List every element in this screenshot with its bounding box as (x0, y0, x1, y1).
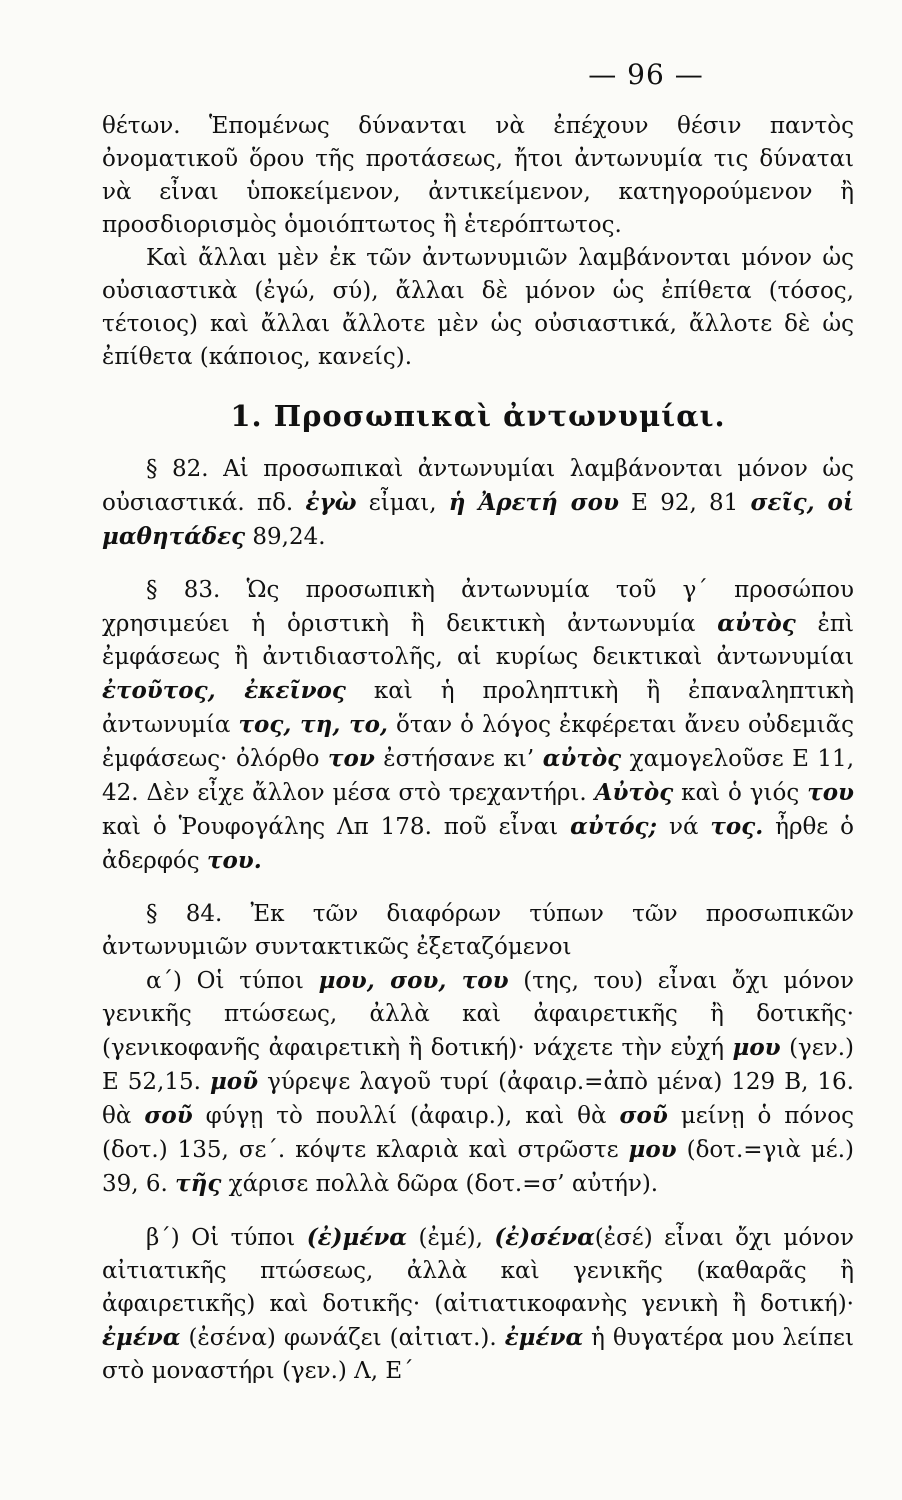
section-heading: 1. Προσωπικαὶ ἀντωνυμίαι. (230, 399, 726, 433)
body-text (102, 110, 854, 1388)
paragraph-83: § 83. Ὡς προσωπικὴ ἀντωνυμία τοῦ γ΄ προσώπου χρησιμεύει ἡ ὁριστικὴ ἢ δεικτικὴ ἀντωνυμία αὐτὸς ἐπὶ ἐμφάσεως ἢ ἀντιδιαστολῆς, αἱ κυρίως δεικτικαὶ ἀντωνυμίαι ἐτοῦτος, ἐκεῖνος καὶ ἡ προληπτικὴ ἢ ἐπαναληπτικὴ ἀντωνυμία τος, τη, το, ὅταν ὁ λόγος ἐκφέρεται ἄνευ οὐδεμιᾶς ἐμφάσεως· ὀλόρθο τον ἐστήσανε κι’ αὐτὸς χαμογελοῦσε Ε 11, 42. Δὲν εἶχε ἄλλον μέσα στὸ τρεχαντήρι. Αὐτὸς καὶ ὁ γιός του καὶ ὁ Ῥουφογάλης Λπ 178. ποῦ εἶναι αὐτός; νά τος. ἦρθε ὁ ἀδερφός του. (102, 577, 855, 874)
paragraph: Καὶ ἄλλαι μὲν ἐκ τῶν ἀντωνυμιῶν λαμβάνονται μόνον ὡς οὐσιαστικὰ (ἐγώ, σύ), ἄλλαι δὲ μόνον ὡς ἐπίθετα (τόσος, τέτοιος) καὶ ἄλλαι ἄλλοτε μὲν ὡς οὐσιαστικά, ἄλλοτε δὲ ὡς ἐπίθετα (κάποιος, κανείς). (102, 245, 854, 370)
paragraph-84-a: α΄) Οἱ τύποι μου, σου, του (της, του) εἶναι ὄχι μόνον γενικῆς πτώσεως, ἀλλὰ καὶ ἀφαιρετικῆς ἢ δοτικῆς· (γενικοφανῆς ἀφαιρετικὴ ἢ δοτική)· νάχετε τὴν εὐχή μου (γεν.) Ε 52,15. μοῦ γύρεψε λαγοῦ τυρί (ἀφαιρ.=ἀπὸ μένα) 129 Β, 16. θὰ σοῦ φύγῃ τὸ πουλλί (ἀφαιρ.), καὶ θὰ σοῦ μείνῃ ὁ πόνος (δοτ.) 135, σε΄. κόψτε κλαριὰ καὶ στρῶστε μου (δοτ.=γιὰ μέ.) 39, 6. τῆς χάρισε πολλὰ δῶρα (δοτ.=σ’ αὐτήν). (102, 967, 855, 1197)
paragraph: θέτων. Ἑπομένως δύνανται νὰ ἐπέχουν θέσιν παντὸς ὀνοματικοῦ ὅρου τῆς προτάσεως, ἤτοι ἀντωνυμία τις δύναται νὰ εἶναι ὑποκείμενον, ἀντικείμενον, κατηγορούμενον ἢ προσδιορισμὸς ὁμοιόπτωτος ἢ ἑτερόπτωτος. (102, 113, 854, 238)
paragraph-82: § 82. Αἱ προσωπικαὶ ἀντωνυμίαι λαμβάνονται μόνον ὡς οὐσιαστικά. πδ. ἐγὼ εἶμαι, ἡ Ἀρετή σου Ε 92, 81 σεῖς, οἱ μαθητάδες 89,24. (102, 456, 854, 550)
page-number (0, 58, 902, 91)
paragraph-84: § 84. Ἐκ τῶν διαφόρων τύπων τῶν προσωπικῶν ἀντωνυμιῶν συντακτικῶς ἐξεταζόμενοι (102, 901, 854, 960)
page-number-text: — 96 — (588, 58, 704, 91)
paragraph-84-b: β΄) Οἱ τύποι (ἐ)μένα (ἐμέ), (ἐ)σένα(ἐσέ) εἶναι ὄχι μόνον αἰτιατικῆς πτώσεως, ἀλλὰ καὶ γενικῆς (καθαρᾶς ἢ ἀφαιρετικῆς) καὶ δοτικῆς· (αἰτιατικοφανὴς γενικὴ ἢ δοτική)· ἐμένα (ἐσένα) φωνάζει (αἰτιατ.). ἐμένα ἡ θυγατέρα μου λείπει στὸ μοναστήρι (γεν.) Λ, Ε΄ (102, 1224, 854, 1384)
